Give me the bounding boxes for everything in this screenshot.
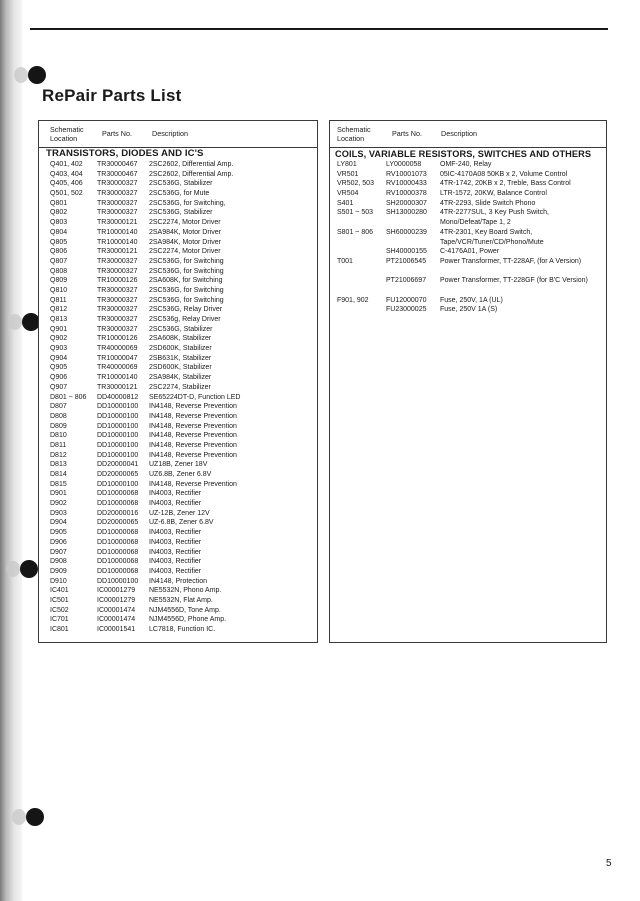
- row-description: IN4003, Rectifier: [149, 558, 202, 566]
- table-row: [39, 393, 317, 403]
- table-row: [39, 276, 317, 286]
- table-header: [330, 121, 606, 148]
- hole-shadow: [6, 561, 20, 577]
- row-location: S401: [337, 199, 354, 207]
- row-part-number: DD10000068: [97, 567, 139, 575]
- table-row: [39, 625, 317, 635]
- row-location: D905: [50, 529, 67, 537]
- row-description: 2SA984K, Motor Driver: [149, 238, 221, 246]
- row-part-number: DD10000100: [97, 451, 139, 459]
- table-row: [330, 179, 606, 189]
- row-part-number: DD40000812: [97, 393, 139, 401]
- row-location: Q403, 404: [50, 170, 83, 178]
- left-table-rows: [39, 160, 317, 635]
- row-part-number: SH20000307: [386, 199, 427, 207]
- row-location: Q401, 402: [50, 161, 83, 168]
- row-description: IN4003, Rectifier: [149, 567, 202, 575]
- header-description: Description: [441, 129, 477, 138]
- row-location: Q805: [50, 238, 68, 246]
- table-row: [330, 247, 606, 257]
- table-row: [39, 422, 317, 432]
- row-location: Q405, 406: [50, 180, 83, 188]
- row-location: D814: [50, 471, 67, 478]
- row-description: 2SC2274, Motor Driver: [149, 219, 221, 227]
- row-part-number: DD10000100: [97, 577, 139, 585]
- row-description: Power Transformer, TT-228AF, (for A Version): [440, 257, 582, 265]
- row-part-number: TR30000327: [97, 325, 138, 333]
- row-description: C-4176A01, Power: [440, 248, 500, 256]
- table-row: [330, 160, 606, 170]
- row-part-number: DD10000068: [97, 558, 139, 566]
- table-row: [330, 189, 606, 199]
- row-location: Q813: [50, 316, 68, 323]
- row-location: D810: [50, 432, 67, 440]
- row-description: 2SC536G, for Switching: [149, 296, 224, 304]
- table-row: [39, 499, 317, 509]
- header-location: Location: [50, 134, 78, 143]
- table-row: [39, 606, 317, 616]
- row-description: 2SA984K, Stabilizer: [149, 374, 212, 382]
- row-location: D808: [50, 412, 67, 420]
- row-description: 4TR-2293, Slide Switch Phono: [440, 199, 536, 207]
- row-location: S501 ~ 503: [337, 209, 374, 217]
- row-part-number: TR10000140: [97, 238, 138, 246]
- table-row: [39, 470, 317, 480]
- right-table-rows: [330, 160, 606, 315]
- table-row: [39, 577, 317, 587]
- row-part-number: IC00001541: [97, 626, 136, 633]
- table-row: [39, 431, 317, 441]
- table-row: [39, 199, 317, 209]
- row-description: UZ6.8B, Zener 6.8V: [149, 471, 212, 478]
- punch-hole: [28, 66, 46, 84]
- table-row: [330, 228, 606, 247]
- table-row: [39, 189, 317, 199]
- row-location: Q801: [50, 199, 68, 207]
- row-part-number: PT21006697: [386, 277, 427, 285]
- table-row: [39, 567, 317, 577]
- row-description: 4TR-1742, 20KB x 2, Treble, Bass Control: [440, 180, 571, 188]
- row-location: VR502, 503: [337, 180, 374, 188]
- row-description: 2SA608K, Stabilizer: [149, 335, 212, 343]
- table-row: [39, 228, 317, 238]
- row-location: D807: [50, 403, 67, 411]
- row-part-number: IC00001474: [97, 606, 136, 614]
- row-part-number: PT21006545: [386, 257, 427, 265]
- row-description: 05IC-4170A08 50KB x 2, Volume Control: [440, 170, 568, 178]
- punch-hole: [26, 808, 44, 826]
- row-description: 2SC2602, Differential Amp.: [149, 170, 234, 178]
- hole-shadow: [12, 809, 26, 825]
- table-row: [39, 441, 317, 451]
- punch-hole: [20, 560, 38, 578]
- table-row: [39, 373, 317, 383]
- row-part-number: TR10000140: [97, 228, 138, 236]
- row-location: D811: [50, 441, 67, 449]
- row-part-number: DD10000068: [97, 490, 139, 498]
- page-title: RePair Parts List: [42, 86, 182, 105]
- table-row: [39, 509, 317, 519]
- row-description: 2SC536g, Relay Driver: [149, 316, 221, 323]
- row-description: 4TR-2301, Key Board Switch, Tape/VCR/Tuner/CD/Phono/Mute: [440, 228, 544, 246]
- row-part-number: RV10000378: [386, 190, 427, 198]
- hole-shadow: [8, 314, 22, 330]
- table-row: [39, 451, 317, 461]
- table-row: [39, 412, 317, 422]
- row-part-number: DD10000068: [97, 538, 139, 546]
- table-row: [39, 596, 317, 606]
- row-location: S801 ~ 806: [337, 228, 374, 236]
- row-part-number: DD10000100: [97, 480, 139, 488]
- row-part-number: TR30000121: [97, 383, 138, 391]
- row-location: Q807: [50, 257, 68, 265]
- row-part-number: TR30000121: [97, 248, 138, 256]
- table-row: [39, 383, 317, 393]
- header-parts-no: Parts No.: [392, 129, 422, 138]
- row-location: Q904: [50, 354, 68, 362]
- row-description: IN4003, Rectifier: [149, 529, 202, 537]
- binding-edge: [0, 0, 22, 901]
- row-description: 2SC536G, Stabilizer: [149, 209, 213, 217]
- row-part-number: TR30000327: [97, 209, 138, 217]
- row-description: 2SC536G, for Switching: [149, 286, 224, 294]
- table-row: [39, 179, 317, 189]
- row-part-number: LY0000058: [386, 161, 422, 168]
- row-part-number: DD10000068: [97, 500, 139, 508]
- row-description: 2SC2274, Stabilizer: [149, 383, 211, 391]
- row-description: 2SD600K, Stabilizer: [149, 364, 212, 372]
- row-description: 2SB631K, Stabilizer: [149, 354, 212, 362]
- row-description: NJM4556D, Phone Amp.: [149, 616, 227, 624]
- page-number: 5: [606, 858, 612, 869]
- table-row: [39, 402, 317, 412]
- row-location: D906: [50, 538, 67, 546]
- row-location: Q903: [50, 345, 68, 353]
- table-header: [39, 121, 317, 148]
- row-part-number: RV10000433: [386, 180, 427, 188]
- row-location: Q501, 502: [50, 190, 83, 198]
- row-location: Q809: [50, 277, 68, 285]
- header-schematic: Schematic: [50, 125, 84, 134]
- row-description: 2SC536G, for Mute: [149, 190, 210, 198]
- table-row: [39, 460, 317, 470]
- row-description: IN4003, Rectifier: [149, 500, 202, 508]
- row-location: Q811: [50, 296, 67, 304]
- table-row: [39, 238, 317, 248]
- table-row: [39, 354, 317, 364]
- table-row: [39, 480, 317, 490]
- row-location: Q802: [50, 209, 68, 217]
- row-location: Q812: [50, 306, 68, 314]
- row-description: IN4148, Reverse Prevention: [149, 403, 237, 411]
- table-row: [39, 344, 317, 354]
- row-description: IN4148, Reverse Prevention: [149, 432, 237, 440]
- row-description: OMF-240, Relay: [440, 161, 492, 168]
- table-row: [39, 586, 317, 596]
- row-part-number: TR30000327: [97, 257, 138, 265]
- row-part-number: DD10000068: [97, 529, 139, 537]
- row-part-number: DD10000100: [97, 441, 139, 449]
- row-part-number: TR30000327: [97, 190, 138, 198]
- table-row: [330, 170, 606, 180]
- row-location: D801 ~ 806: [50, 393, 87, 401]
- row-description: IN4148, Reverse Prevention: [149, 441, 237, 449]
- section-title: TRANSISTORS, DIODES AND IC'S: [46, 148, 204, 159]
- table-row: [39, 334, 317, 344]
- row-part-number: TR30000327: [97, 296, 138, 304]
- row-part-number: TR10000126: [97, 335, 138, 343]
- row-description: 2SC536G, Relay Driver: [149, 306, 223, 314]
- row-location: D908: [50, 558, 67, 566]
- row-part-number: TR10000126: [97, 277, 138, 285]
- table-row: [39, 325, 317, 335]
- row-part-number: DD20000065: [97, 471, 139, 478]
- row-part-number: TR30000327: [97, 267, 138, 275]
- row-description: UZ-12B, Zener 12V: [149, 509, 210, 517]
- row-location: D813: [50, 461, 67, 469]
- row-location: D809: [50, 422, 67, 430]
- hole-shadow: [14, 67, 28, 83]
- row-location: IC801: [50, 626, 69, 633]
- row-description: Fuse, 250V, 1A (UL): [440, 296, 503, 304]
- row-location: VR501: [337, 170, 359, 178]
- row-description: IN4003, Rectifier: [149, 548, 202, 556]
- row-part-number: DD10000100: [97, 412, 139, 420]
- top-rule: [30, 28, 608, 30]
- row-part-number: TR30000327: [97, 199, 138, 207]
- row-description: UZ-6.8B, Zener 6.8V: [149, 519, 214, 527]
- row-part-number: TR30000327: [97, 180, 138, 188]
- table-row: [39, 557, 317, 567]
- row-description: 2SC2274, Motor Driver: [149, 248, 221, 256]
- row-location: D903: [50, 509, 67, 517]
- row-location: Q905: [50, 364, 68, 372]
- row-location: IC501: [50, 596, 69, 604]
- row-description: IN4003, Rectifier: [149, 490, 202, 498]
- row-description: 2SC536G, Stabilizer: [149, 180, 213, 188]
- row-part-number: IC00001474: [97, 616, 136, 624]
- row-description: Power Transformer, TT-228GF (for B'C Version): [440, 277, 588, 285]
- row-part-number: FU12000070: [386, 296, 427, 304]
- row-part-number: TR30000467: [97, 170, 138, 178]
- row-location: IC701: [50, 616, 69, 624]
- row-location: D907: [50, 548, 67, 556]
- row-part-number: SH40000155: [386, 248, 427, 256]
- row-location: T001: [337, 257, 353, 265]
- row-description: NE5532N, Phono Amp.: [149, 587, 222, 595]
- row-location: F901, 902: [337, 296, 369, 304]
- row-location: Q808: [50, 267, 68, 275]
- row-description: 2SC536G, Stabilizer: [149, 325, 213, 333]
- row-part-number: TR30000327: [97, 306, 138, 314]
- row-location: IC401: [50, 587, 69, 595]
- header-parts-no: Parts No.: [102, 129, 132, 138]
- table-row: [39, 267, 317, 277]
- table-row: [39, 315, 317, 325]
- row-part-number: TR10000140: [97, 374, 138, 382]
- row-description: LC7818, Function IC.: [149, 626, 216, 633]
- header-schematic: Schematic: [337, 125, 371, 134]
- row-location: Q803: [50, 219, 68, 227]
- row-location: D812: [50, 451, 67, 459]
- table-row: [39, 257, 317, 267]
- row-location: VR504: [337, 190, 359, 198]
- row-part-number: DD10000100: [97, 403, 139, 411]
- row-description: NE5532N, Flat Amp.: [149, 596, 213, 604]
- row-description: 2SA984K, Motor Driver: [149, 228, 221, 236]
- table-row: [39, 208, 317, 218]
- row-description: 2SA608K, for Switching: [149, 277, 223, 285]
- row-description: UZ18B, Zener 18V: [149, 461, 208, 469]
- row-location: D815: [50, 480, 67, 488]
- row-location: LY801: [337, 161, 357, 168]
- row-part-number: FU23000025: [386, 306, 427, 314]
- table-row: [39, 548, 317, 558]
- row-location: Q902: [50, 335, 68, 343]
- row-description: NJM4556D, Tone Amp.: [149, 606, 221, 614]
- row-part-number: TR30000121: [97, 219, 138, 227]
- row-part-number: DD20000065: [97, 519, 139, 527]
- row-description: Fuse, 250V 1A (S): [440, 306, 498, 314]
- row-location: Q804: [50, 228, 68, 236]
- row-part-number: IC00001279: [97, 587, 136, 595]
- row-part-number: DD20000041: [97, 461, 139, 469]
- table-row: [39, 363, 317, 373]
- row-description: SE65224DT-D, Function LED: [149, 393, 241, 401]
- table-row: [330, 296, 606, 306]
- row-description: 2SC536G, for Switching: [149, 257, 224, 265]
- table-row: [330, 257, 606, 276]
- header-description: Description: [152, 129, 188, 138]
- table-row: [330, 305, 606, 315]
- table-row: [330, 208, 606, 227]
- left-parts-table: [38, 120, 318, 643]
- row-description: 2SC536G, for Switching: [149, 267, 224, 275]
- row-part-number: DD10000100: [97, 432, 139, 440]
- table-row: [39, 615, 317, 625]
- table-row: [39, 170, 317, 180]
- row-location: D901: [50, 490, 67, 498]
- row-part-number: SH13000280: [386, 209, 427, 217]
- row-description: IN4148, Reverse Prevention: [149, 451, 237, 459]
- table-row: [330, 199, 606, 209]
- table-row: [39, 296, 317, 306]
- row-description: 4TR-2277SUL, 3 Key Push Switch, Mono/Defeat/Tape 1, 2: [440, 209, 549, 227]
- row-description: IN4148, Reverse Prevention: [149, 422, 237, 430]
- row-part-number: SH60000239: [386, 228, 427, 236]
- row-part-number: DD10000068: [97, 548, 139, 556]
- row-location: D910: [50, 577, 67, 585]
- row-part-number: DD20000016: [97, 509, 139, 517]
- row-location: Q907: [50, 383, 68, 391]
- row-description: 2SD600K, Stabilizer: [149, 345, 212, 353]
- row-part-number: IC00001279: [97, 596, 136, 604]
- row-description: 2SC536G, for Switching,: [149, 199, 226, 207]
- row-location: D909: [50, 567, 67, 575]
- row-location: IC502: [50, 606, 69, 614]
- row-description: 2SC2602, Differential Amp.: [149, 161, 234, 168]
- row-part-number: TR30000467: [97, 161, 138, 168]
- row-location: Q901: [50, 325, 68, 333]
- table-row: [39, 528, 317, 538]
- row-description: IN4148, Protection: [149, 577, 207, 585]
- table-row: [39, 489, 317, 499]
- row-part-number: RV10001073: [386, 170, 427, 178]
- row-part-number: DD10000100: [97, 422, 139, 430]
- row-location: Q810: [50, 286, 68, 294]
- row-part-number: TR40000069: [97, 345, 138, 353]
- table-row: [39, 160, 317, 170]
- row-location: Q906: [50, 374, 68, 382]
- row-description: LTR-1572, 20KW, Balance Control: [440, 190, 547, 198]
- row-part-number: TR30000327: [97, 286, 138, 294]
- row-description: IN4148, Reverse Prevention: [149, 412, 237, 420]
- row-part-number: TR30000327: [97, 316, 138, 323]
- row-part-number: TR10000047: [97, 354, 138, 362]
- row-description: IN4148, Reverse Prevention: [149, 480, 237, 488]
- table-row: [39, 286, 317, 296]
- row-description: IN4003, Rectifier: [149, 538, 202, 546]
- table-row: [39, 305, 317, 315]
- header-location: Location: [337, 134, 365, 143]
- table-row: [39, 518, 317, 528]
- table-row: [330, 276, 606, 295]
- row-location: Q806: [50, 248, 68, 256]
- row-location: D904: [50, 519, 67, 527]
- section-title: COILS, VARIABLE RESISTORS, SWITCHES AND OTHERS: [335, 149, 592, 159]
- right-parts-table: [329, 120, 607, 643]
- row-part-number: TR40000069: [97, 364, 138, 372]
- row-location: D902: [50, 500, 67, 508]
- table-row: [39, 538, 317, 548]
- table-row: [39, 247, 317, 257]
- table-row: [39, 218, 317, 228]
